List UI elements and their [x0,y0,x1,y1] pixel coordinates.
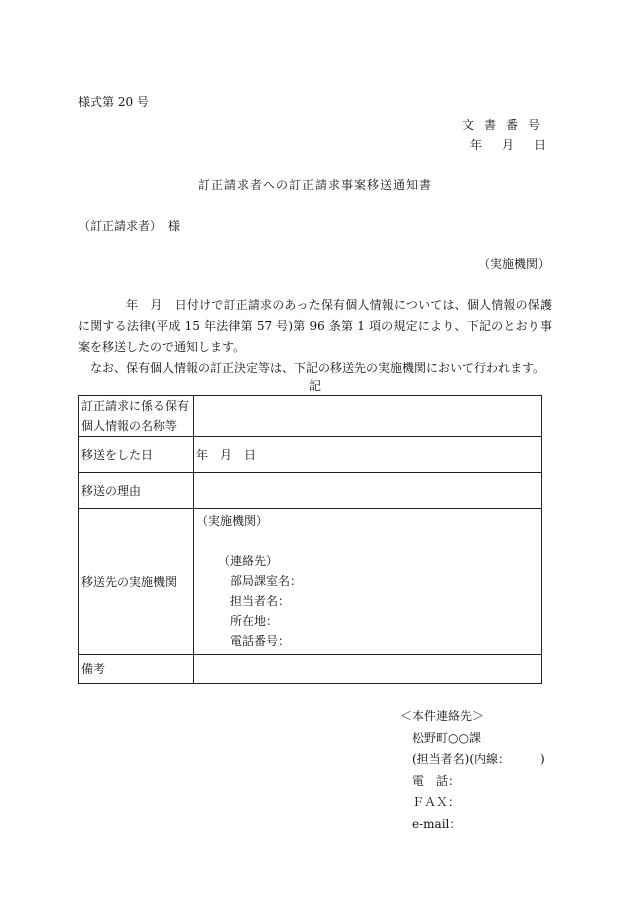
destination-cell [194,509,542,655]
table-label: 移送の理由 [79,473,194,509]
body-text [78,295,552,379]
destination-org: （実施機関） [196,514,269,528]
body-paragraph-1: 年 月 日付けで訂正請求のあった保有個人情報については、個人情報の保護に関する法律(平成 15 年法律第 57 号)第 96 条第 1 項の規定により、下記のとおり事案を移送したので通知します。 [78,298,552,354]
document-title: 訂正請求者への訂正請求事案移送通知書 [197,178,432,192]
table-row [79,473,542,509]
contact-person-ext: (担当者名)(内線： ) [412,752,545,766]
table-row [79,509,542,655]
form-number: 様式第 20 号 [78,95,149,109]
contact-block [400,706,545,835]
destination-dept: 部局課室名： [230,574,303,588]
table-label-line: 訂正請求に係る保有 [81,399,190,413]
table-label: 移送先の実施機関 [79,509,194,655]
contact-office: 松野町○○課 [412,730,481,745]
document-number: 文書番号 [461,118,550,132]
table-value [194,473,542,509]
addressee: （訂正請求者） 様 [78,219,181,233]
contact-fax: ＦＡＸ： [412,795,461,809]
contact-heading: ＜本件連絡先＞ [400,709,485,723]
destination-address: 所在地： [230,614,279,628]
table-row [79,437,542,473]
table-value [194,655,542,684]
table-label [79,396,194,437]
table-label-line: 個人情報の名称等 [81,419,178,433]
issuer-organization: （実施機関） [477,257,550,271]
ki-heading: 記 [308,379,321,393]
destination-phone: 電話番号： [230,634,291,648]
table-row [79,396,542,437]
issue-date: 年 月 日 [469,138,550,152]
contact-email: e-mail： [412,816,462,831]
table-label: 移送をした日 [79,437,194,473]
table-value: 年 月 日 [194,437,542,473]
transfer-details-table [78,395,542,684]
body-paragraph-2: なお、保有個人情報の訂正決定等は、下記の移送先の実施機関において行われます。 [90,361,546,375]
table-row [79,655,542,684]
table-label: 備考 [79,655,194,684]
contact-tel: 電 話： [412,773,461,788]
destination-person: 担当者名： [230,594,291,608]
table-value [194,396,542,437]
destination-contact-heading: （連絡先） [218,554,279,568]
